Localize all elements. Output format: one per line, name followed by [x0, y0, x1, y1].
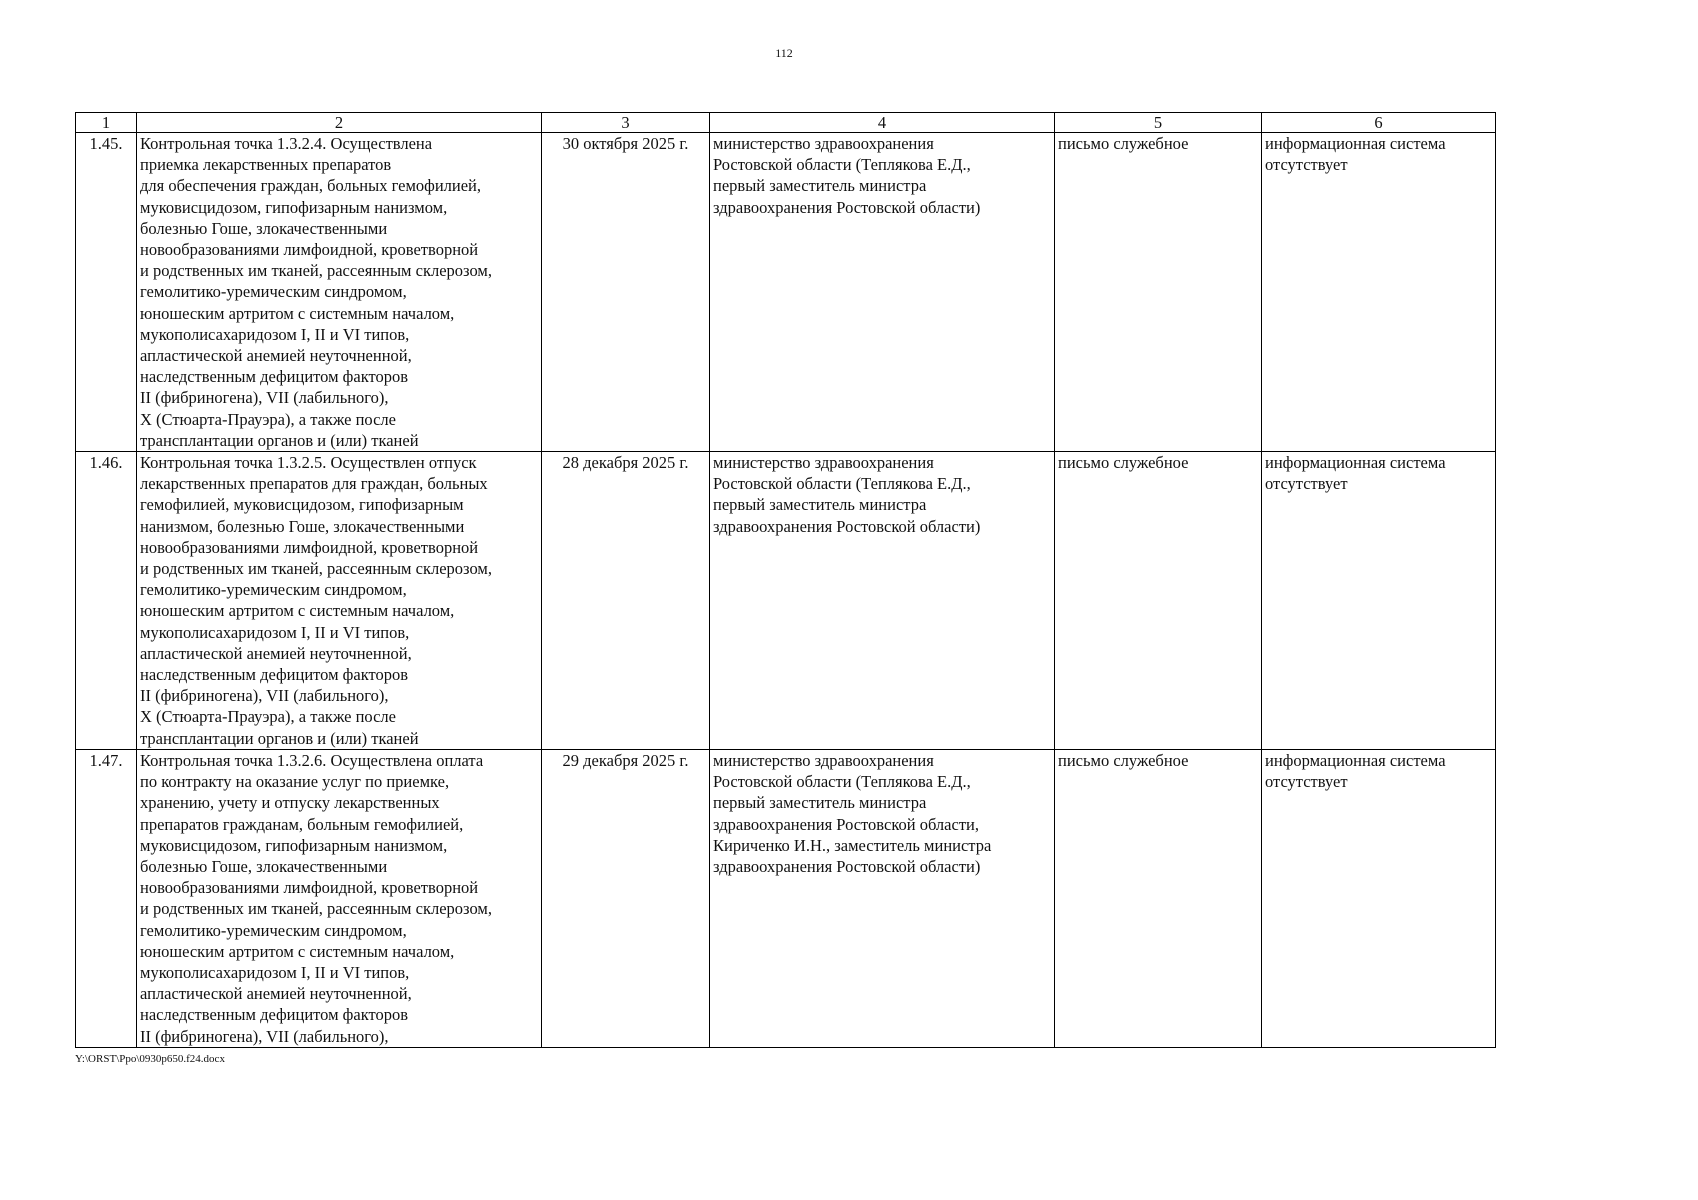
responsible-line: здравоохранения Ростовской области): [713, 516, 981, 536]
description-line: для обеспечения граждан, больных гемофилией,: [140, 176, 482, 196]
system-line: отсутствует: [1265, 155, 1348, 175]
description-line: II (фибриногена), VII (лабильного),: [140, 388, 389, 408]
description-line: и родственных им тканей, рассеянным склерозом,: [140, 261, 492, 281]
description-line: болезнью Гоше, злокачественными: [140, 218, 388, 238]
column-header-1: 1: [76, 113, 137, 133]
description-line: по контракту на оказание услуг по приемке,: [140, 772, 450, 792]
description-line: трансплантации органов и (или) тканей: [140, 430, 419, 450]
description-line: гемолитико-уремическим синдромом,: [140, 580, 407, 600]
page-number: 112: [775, 46, 793, 60]
information-system: [1262, 749, 1496, 1047]
responsible-line: Ростовской области (Теплякова Е.Д.,: [713, 772, 971, 792]
responsible-line: здравоохранения Ростовской области): [713, 197, 981, 217]
information-system: [1262, 133, 1496, 452]
responsible-line: здравоохранения Ростовской области): [713, 856, 981, 876]
description-line: мукополисахаридозом I, II и VI типов,: [140, 324, 410, 344]
description-line: муковисцидозом, гипофизарным нанизмом,: [140, 835, 448, 855]
responsible-line: Ростовской области (Теплякова Е.Д.,: [713, 474, 971, 494]
description-line: новообразованиями лимфоидной, кроветворной: [140, 878, 479, 898]
column-header-6: 6: [1262, 113, 1496, 133]
description-line: гемолитико-уремическим синдромом,: [140, 282, 407, 302]
description-line: гемофилией, муковисцидозом, гипофизарным: [140, 495, 464, 515]
row-number: 1.45.: [76, 133, 137, 452]
description-line: и родственных им тканей, рассеянным склерозом,: [140, 559, 492, 579]
responsible-line: министерство здравоохранения: [713, 453, 934, 473]
responsible-executor: [710, 133, 1055, 452]
description-line: новообразованиями лимфоидной, кроветворной: [140, 537, 479, 557]
description-line: гемолитико-уремическим синдромом,: [140, 920, 407, 940]
description-line: юношеским артритом с системным началом,: [140, 601, 455, 621]
description-line: юношеским артритом с системным началом,: [140, 941, 455, 961]
responsible-executor: [710, 749, 1055, 1047]
system-line: информационная система: [1265, 134, 1446, 153]
due-date: 30 октября 2025 г.: [542, 133, 710, 452]
description-line: мукополисахаридозом I, II и VI типов,: [140, 622, 410, 642]
description-line: мукополисахаридозом I, II и VI типов,: [140, 962, 410, 982]
description-line: болезнью Гоше, злокачественными: [140, 856, 388, 876]
description-line: наследственным дефицитом факторов: [140, 665, 409, 685]
description-line: апластической анемией неуточненной,: [140, 643, 412, 663]
file-path-footer: Y:\ORST\Ppo\0930p650.f24.docx: [75, 1053, 225, 1065]
responsible-executor: [710, 452, 1055, 750]
description-line: Контрольная точка 1.3.2.4. Осуществлена: [140, 134, 433, 153]
due-date: 28 декабря 2025 г.: [542, 452, 710, 750]
confirming-document: письмо служебное: [1055, 452, 1262, 750]
description-line: апластической анемией неуточненной,: [140, 984, 412, 1004]
description-line: новообразованиями лимфоидной, кроветворной: [140, 240, 479, 260]
description-line: приемка лекарственных препаратов: [140, 155, 392, 175]
control-point-description: [137, 452, 542, 750]
description-line: X (Стюарта-Прауэра), а также после: [140, 707, 396, 727]
description-line: муковисцидозом, гипофизарным нанизмом,: [140, 197, 448, 217]
description-line: II (фибриногена), VII (лабильного),: [140, 1026, 389, 1046]
description-line: трансплантации органов и (или) тканей: [140, 728, 419, 748]
control-points-table: [75, 112, 1496, 1048]
responsible-line: здравоохранения Ростовской области,: [713, 814, 979, 834]
responsible-line: Ростовской области (Теплякова Е.Д.,: [713, 155, 971, 175]
control-point-description: [137, 133, 542, 452]
row-number: 1.46.: [76, 452, 137, 750]
description-line: препаратов гражданам, больным гемофилией,: [140, 814, 464, 834]
description-line: нанизмом, болезнью Гоше, злокачественными: [140, 516, 465, 536]
responsible-line: первый заместитель министра: [713, 176, 927, 196]
table-header-row: [76, 113, 1496, 133]
responsible-line: министерство здравоохранения: [713, 750, 934, 770]
table-row: [76, 133, 1496, 452]
description-line: Контрольная точка 1.3.2.5. Осуществлен отпуск: [140, 453, 477, 473]
description-line: II (фибриногена), VII (лабильного),: [140, 686, 389, 706]
description-line: апластической анемией неуточненной,: [140, 346, 412, 366]
due-date: 29 декабря 2025 г.: [542, 749, 710, 1047]
description-line: лекарственных препаратов для граждан, больных: [140, 474, 488, 494]
system-line: информационная система: [1265, 453, 1446, 473]
description-line: наследственным дефицитом факторов: [140, 367, 409, 387]
column-header-5: 5: [1055, 113, 1262, 133]
responsible-line: первый заместитель министра: [713, 495, 927, 515]
column-header-3: 3: [542, 113, 710, 133]
description-line: наследственным дефицитом факторов: [140, 1005, 409, 1025]
information-system: [1262, 452, 1496, 750]
description-line: Контрольная точка 1.3.2.6. Осуществлена оплата: [140, 750, 484, 770]
description-line: юношеским артритом с системным началом,: [140, 303, 455, 323]
system-line: отсутствует: [1265, 474, 1348, 494]
description-line: хранению, учету и отпуску лекарственных: [140, 793, 440, 813]
table-row: [76, 452, 1496, 750]
responsible-line: Кириченко И.Н., заместитель министра: [713, 835, 992, 855]
control-point-description: [137, 749, 542, 1047]
responsible-line: министерство здравоохранения: [713, 134, 934, 153]
table-row: [76, 749, 1496, 1047]
responsible-line: первый заместитель министра: [713, 793, 927, 813]
row-number: 1.47.: [76, 749, 137, 1047]
column-header-4: 4: [710, 113, 1055, 133]
confirming-document: письмо служебное: [1055, 749, 1262, 1047]
system-line: отсутствует: [1265, 772, 1348, 792]
description-line: X (Стюарта-Прауэра), а также после: [140, 409, 396, 429]
column-header-2: 2: [137, 113, 542, 133]
confirming-document: письмо служебное: [1055, 133, 1262, 452]
description-line: и родственных им тканей, рассеянным склерозом,: [140, 899, 492, 919]
system-line: информационная система: [1265, 750, 1446, 770]
